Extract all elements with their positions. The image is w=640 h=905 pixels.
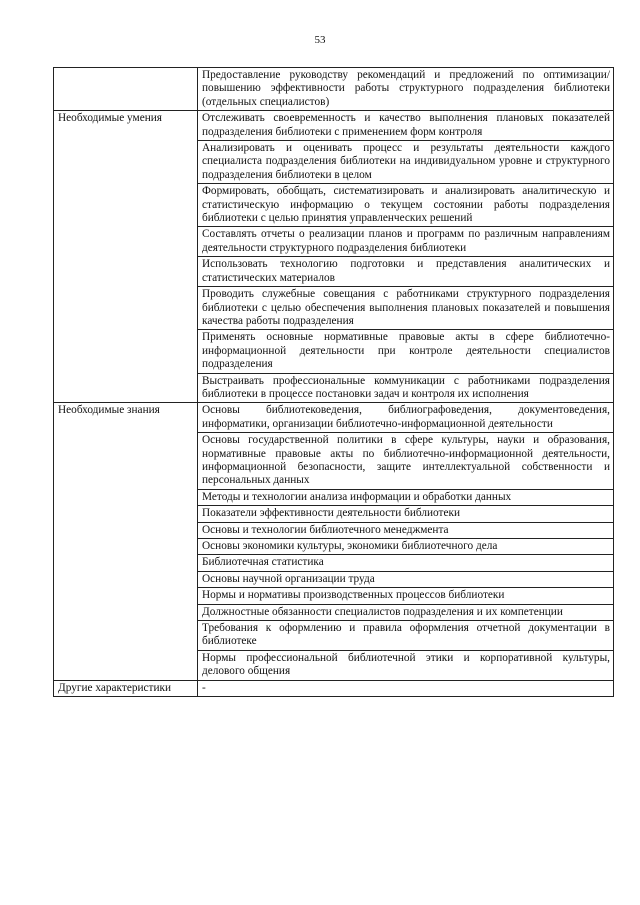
list-item: Применять основные нормативные правовые акты в сфере библиотечно-информационной деятельности при контроле деятельности специалистов подразделения xyxy=(198,330,614,373)
list-item: Предоставление руководству рекомендаций и предложений по оптимизации/повышению эффективности работы структурного подразделения библиотеки (отдельных специалистов) xyxy=(198,68,614,111)
section-label: Другие характеристики xyxy=(54,680,198,696)
requirements-table xyxy=(53,67,614,697)
list-item: Анализировать и оценивать процесс и результаты деятельности каждого специалиста подразделения библиотеки на индивидуальном уровне и структурного подразделения библиотеки в целом xyxy=(198,141,614,184)
list-item: - xyxy=(198,680,614,696)
list-item: Нормы и нормативы производственных процессов библиотеки xyxy=(198,588,614,604)
list-item: Проводить служебные совещания с работниками структурного подразделения библиотеки с целью обеспечения выполнения плановых показателей и повышения качества работы подразделения xyxy=(198,287,614,330)
list-item: Основы государственной политики в сфере культуры, науки и образования, нормативные правовые акты по библиотечно-информационной деятельности, информационной безопасности, защите интеллектуальной собственности и персональных данных xyxy=(198,433,614,490)
list-item: Нормы профессиональной библиотечной этики и корпоративной культуры, делового общения xyxy=(198,650,614,680)
table-row xyxy=(54,111,614,141)
section-label: Необходимые умения xyxy=(54,111,198,403)
list-item: Составлять отчеты о реализации планов и программ по различным направлениям деятельности структурного подразделения библиотеки xyxy=(198,227,614,257)
list-item: Выстраивать профессиональные коммуникации с работниками подразделения библиотеки в процессе постановки задач и контроля их исполнения xyxy=(198,373,614,403)
table-row xyxy=(54,68,614,111)
table-row xyxy=(54,680,614,696)
list-item: Показатели эффективности деятельности библиотеки xyxy=(198,506,614,522)
table-row xyxy=(54,403,614,433)
section-label: Необходимые знания xyxy=(54,403,198,680)
list-item: Основы научной организации труда xyxy=(198,571,614,587)
list-item: Основы библиотековедения, библиографоведения, документоведения, информатики, организации библиотечно-информационной деятельности xyxy=(198,403,614,433)
list-item: Использовать технологию подготовки и представления аналитических и статистических материалов xyxy=(198,257,614,287)
list-item: Методы и технологии анализа информации и обработки данных xyxy=(198,489,614,505)
section-label xyxy=(54,68,198,111)
list-item: Отслеживать своевременность и качество выполнения плановых показателей подразделения библиотеки с применением форм контроля xyxy=(198,111,614,141)
list-item: Формировать, обобщать, систематизировать и анализировать аналитическую и статистическую информацию о текущем состоянии работы подразделения библиотеки с целью принятия управленческих решений xyxy=(198,184,614,227)
list-item: Основы экономики культуры, экономики библиотечного дела xyxy=(198,539,614,555)
page-number: 53 xyxy=(314,34,326,46)
list-item: Библиотечная статистика xyxy=(198,555,614,571)
list-item: Основы и технологии библиотечного менеджмента xyxy=(198,522,614,538)
list-item: Должностные обязанности специалистов подразделения и их компетенции xyxy=(198,604,614,620)
list-item: Требования к оформлению и правила оформления отчетной документации в библиотеке xyxy=(198,621,614,651)
